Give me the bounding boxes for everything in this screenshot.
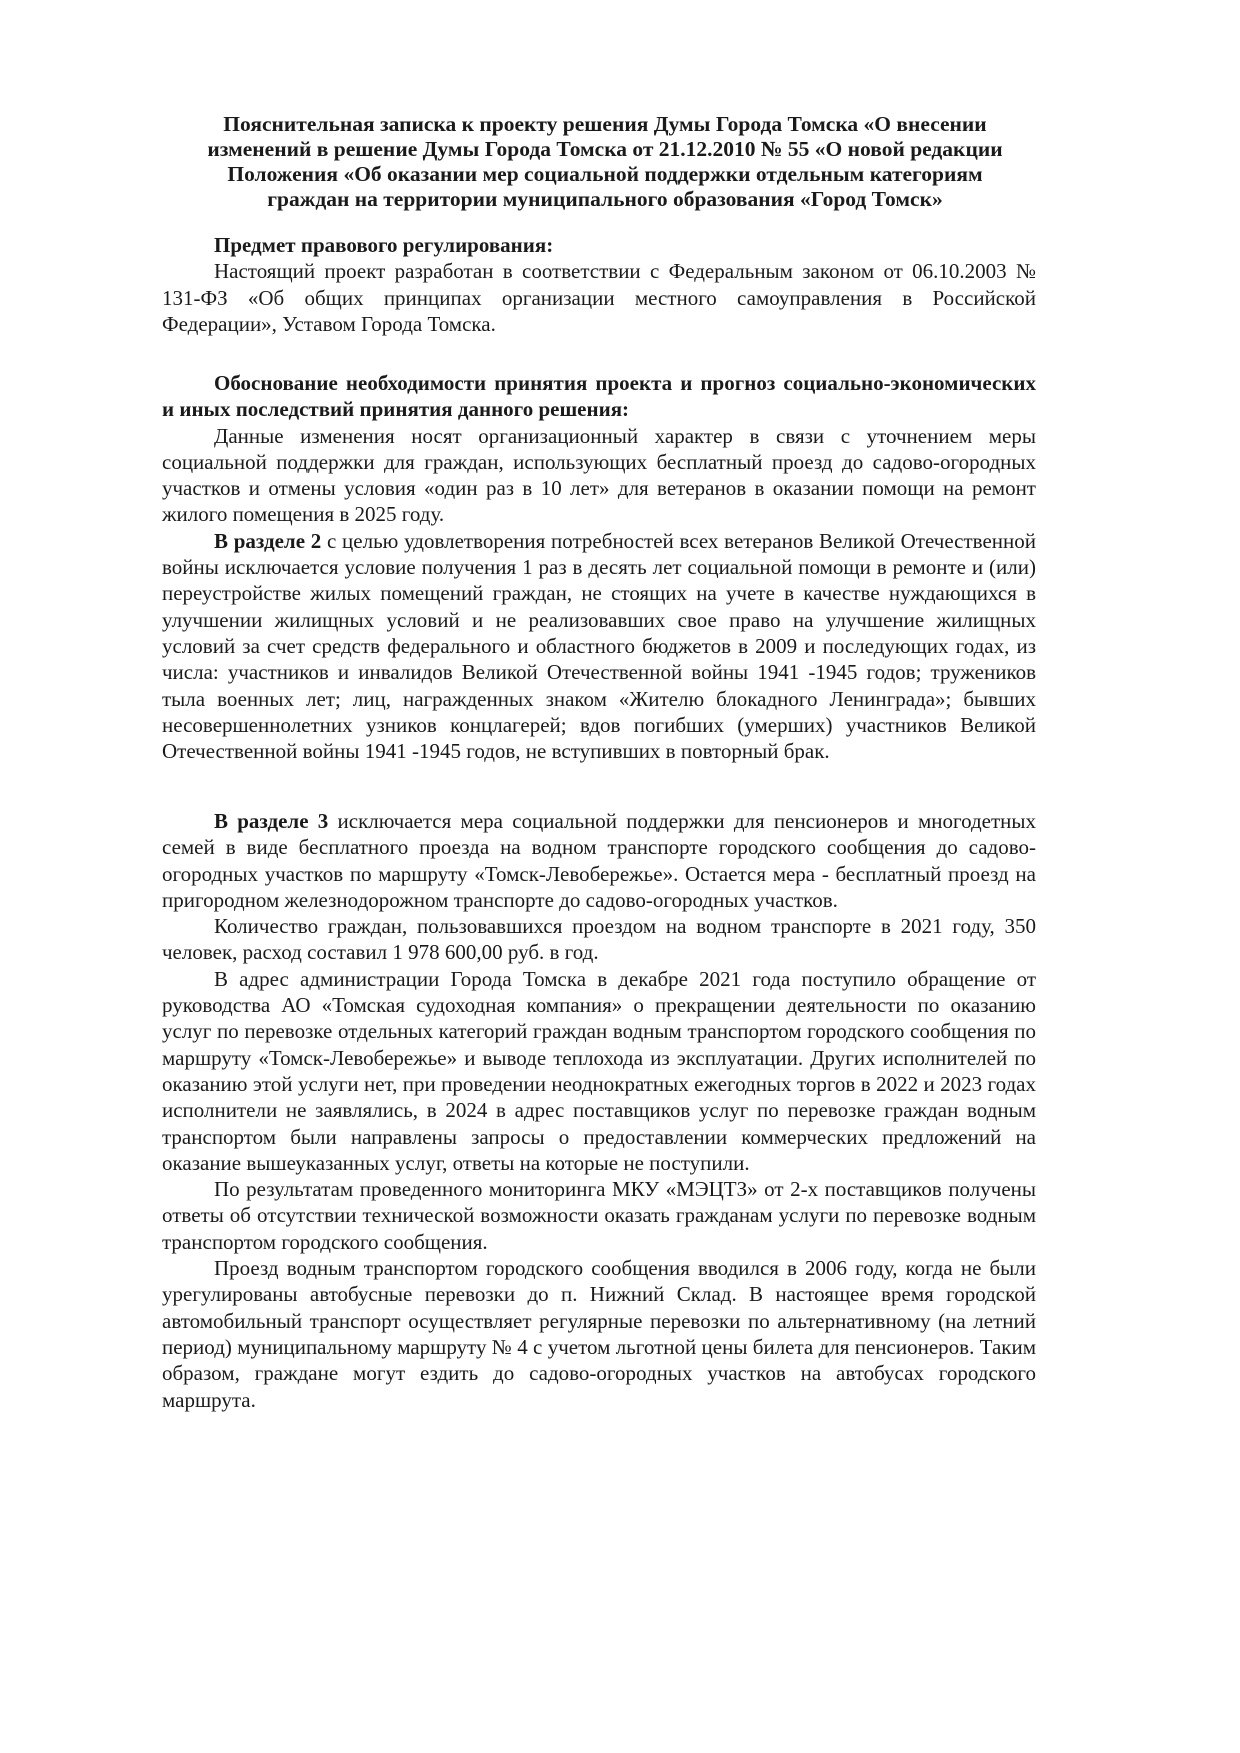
title-line: Пояснительная записка к проекту решения Думы Города Томска «О внесении xyxy=(223,112,987,136)
title-line: изменений в решение Думы Города Томска от 21.12.2010 № 55 «О новой редакции xyxy=(207,137,1003,161)
paragraph: Настоящий проект разработан в соответствии с Федеральным законом от 06.10.2003 № 131-ФЗ «Об общих принципах организации местного самоуправления в Российской Федерации», Уставом Города Томска. xyxy=(162,259,1036,336)
paragraph: По результатам проведенного мониторинга МКУ «МЭЦТЗ» от 2-х поставщиков получены ответы об отсутствии технической возможности оказать гражданам услуги по перевозке водным транспортом городского сообщения. xyxy=(162,1177,1036,1254)
section-ref: В разделе 3 xyxy=(214,809,329,833)
paragraph: Проезд водным транспортом городского сообщения вводился в 2006 году, когда не были урегулированы автобусные перевозки до п. Нижний Склад. В настоящее время городской автомобильный транспорт осуществляет регулярные перевозки по альтернативному (на летний период) муниципальному маршруту № 4 с учетом льготной цены билета для пенсионеров. Таким образом, граждане могут ездить до садово-огородных участков на автобусах городского маршрута. xyxy=(162,1256,1036,1412)
section-ref: В разделе 2 xyxy=(214,528,322,553)
section-legal-subject xyxy=(162,232,1036,337)
document-title xyxy=(175,112,1035,212)
paragraph-text: исключается мера социальной поддержки для пенсионеров и многодетных семей в виде бесплатного проезда на водном транспорте городского сообщения до садово-огородных участков по маршруту «Томск-Левобережье». Остается мера - бесплатный проезд на пригородном железнодорожном транспорте до садово-огородных участков. xyxy=(162,809,1036,912)
section-3-changes xyxy=(162,808,1036,1413)
section-heading: Обоснование необходимости принятия проекта и прогноз социально-экономических и иных последствий принятия данного решения: xyxy=(162,371,1036,422)
paragraph xyxy=(162,808,1036,913)
title-line: Положения «Об оказании мер социальной поддержки отдельным категориям xyxy=(227,162,983,186)
paragraph xyxy=(162,528,1036,765)
section-justification xyxy=(162,370,1036,764)
section-heading: Предмет правового регулирования: xyxy=(214,233,554,257)
title-line: граждан на территории муниципального образования «Город Томск» xyxy=(267,187,943,211)
paragraph: В адрес администрации Города Томска в декабре 2021 года поступило обращение от руководства АО «Томская судоходная компания» о прекращении деятельности по оказанию услуг по перевозке отдельных категорий граждан водным транспортом городского сообщения по маршруту «Томск-Левобережье» и выводе теплохода из эксплуатации. Других исполнителей по оказанию этой услуги нет, при проведении неоднократных ежегодных торгов в 2022 и 2023 годах исполнители не заявлялись, в 2024 в адрес поставщиков услуг по перевозке граждан водным транспортом были направлены запросы о предоставлении коммерческих предложений на оказание вышеуказанных услуг, ответы на которые не поступили. xyxy=(162,966,1036,1175)
paragraph: Данные изменения носят организационный характер в связи с уточнением меры социальной поддержки для граждан, использующих бесплатный проезд до садово-огородных участков и отмены условия «один раз в 10 лет» для ветеранов в оказании помощи на ремонт жилого помещения в 2025 году. xyxy=(162,423,1036,527)
paragraph-text: с целью удовлетворения потребностей всех ветеранов Великой Отечественной войны исключается условие получения 1 раз в десять лет социальной помощи в ремонте и (или) переустройстве жилых помещений граждан, не стоящих на учете в качестве нуждающихся в улучшении жилищных условий и не реализовавших свое право на улучшение жилищных условий за счет средств федерального и областного бюджетов в 2009 и последующих годах, из числа: участников и инвалидов Великой Отечественной войны 1941 -1945 годов; тружеников тыла военных лет; лиц, награжденных знаком «Жителю блокадного Ленинграда»; бывших несовершеннолетних узников концлагерей; вдов погибших (умерших) участников Великой Отечественной войны 1941 -1945 годов, не вступивших в повторный брак. xyxy=(162,528,1036,764)
paragraph: Количество граждан, пользовавшихся проездом на водном транспорте в 2021 году, 350 человек, расход составил 1 978 600,00 руб. в год. xyxy=(162,914,1036,965)
